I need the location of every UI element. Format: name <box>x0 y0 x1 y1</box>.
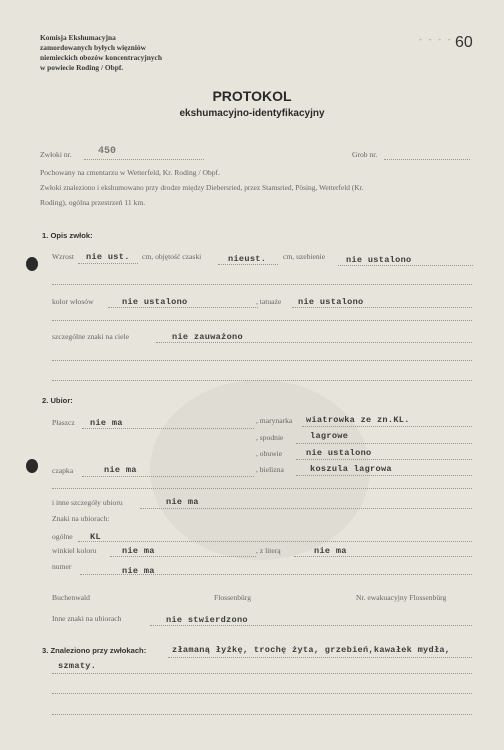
header-line-1: Komisja Ekshumacyjna <box>40 33 116 42</box>
section-2-title: 2. Ubior: <box>42 396 73 405</box>
plaszcz-value: nie ma <box>90 418 123 428</box>
bielizna-label: , bielizna <box>256 465 284 474</box>
buchenwald-label: Buchenwald <box>52 593 90 602</box>
litera-label: , z literą <box>256 546 281 555</box>
ewakuacyjny-label: Nr. ewakuacyjny Flossenbürg <box>356 593 447 602</box>
uzebienie-line <box>338 265 473 266</box>
blank-line <box>52 693 472 694</box>
czaska-value: nieust. <box>228 254 267 264</box>
wzrost-line <box>78 263 138 264</box>
zwloki-value: 450 <box>98 146 117 157</box>
znaleziono-text-2: Roding), ogólna przestrzeń 11 km. <box>40 198 146 207</box>
tatuaze-label: , tatuaże <box>256 297 282 306</box>
kolor-line <box>108 307 258 308</box>
section-1-title: 1. Opis zwłok: <box>42 231 93 240</box>
znaleziono-line-2 <box>52 673 472 674</box>
blank-line <box>52 714 472 715</box>
blank-line <box>52 284 472 285</box>
obuwie-label: , obuwie <box>256 449 283 458</box>
grob-line <box>384 159 470 160</box>
blank-line <box>52 488 472 489</box>
wzrost-label: Wzrost <box>52 252 74 261</box>
ogolne-value: KL <box>90 532 101 542</box>
inne-znaki-label: Inne znaki na ubiorach <box>52 614 122 623</box>
znaleziono-value-2: szmaty. <box>58 661 97 671</box>
czapka-line <box>82 476 254 477</box>
czaska-line <box>218 264 278 265</box>
page-number: 60 <box>455 34 473 51</box>
spodnie-label: , spodnie <box>256 433 284 442</box>
obuwie-line <box>296 459 472 460</box>
inne-szczegoly-value: nie ma <box>166 497 199 507</box>
tatuaze-line <box>292 307 472 308</box>
inne-znaki-line <box>150 625 472 626</box>
document-subtitle: ekshumacyjno-identyfikacyjny <box>179 108 325 119</box>
plaszcz-label: Płaszcz <box>52 418 75 427</box>
punch-hole <box>26 257 38 271</box>
czaska-label: cm, objętość czaski <box>142 252 202 261</box>
obuwie-value: nie ustalono <box>306 448 372 458</box>
header-line-4: w powiecie Roding / Obpf. <box>40 63 124 72</box>
tatuaze-value: nie ustalono <box>298 297 364 307</box>
kolor-label: kolor włosów <box>52 297 94 306</box>
flossenburg-label: Flossenbürg <box>214 593 251 602</box>
ogolne-line <box>78 541 472 542</box>
inne-znaki-value: nie stwierdzono <box>166 615 248 625</box>
marynarka-label: , marynarka <box>256 416 293 425</box>
bielizna-value: koszula lagrowa <box>310 464 392 474</box>
litera-value: nie ma <box>314 546 347 556</box>
znaleziono-text-1: Zwłoki znaleziono i ekshumowano przy drodze między Diebersried, przez Stamsried, Pösing, Wetterfeld (Kr. <box>40 183 364 192</box>
znaki-cialo-line <box>156 342 472 343</box>
header-line-2: zamordowanych byłych więzniów <box>40 43 146 52</box>
winkiel-label: winkiel koloru <box>52 546 97 555</box>
blank-line <box>52 360 472 361</box>
uzebienie-value: nie ustalono <box>346 255 412 265</box>
czapka-value: nie ma <box>104 465 137 475</box>
winkiel-value: nie ma <box>122 546 155 556</box>
inne-szczegoly-label: i inne szczegóły ubioru <box>52 498 123 507</box>
numer-value: nie ma <box>122 566 155 576</box>
document-title: PROTOKOL <box>212 88 292 104</box>
header-line-3: niemieckich obozów koncentracyjnych <box>40 53 162 62</box>
spodnie-value: lagrowe <box>310 431 349 441</box>
litera-line <box>294 556 472 557</box>
winkiel-line <box>110 556 256 557</box>
czapka-label: czapka <box>52 466 74 475</box>
numer-label: numer <box>52 562 72 571</box>
wzrost-value: nie ust. <box>86 252 130 262</box>
pochowany-text: Pochowany na cmentarzu w Wetterfeld, Kr. Roding / Obpf. <box>40 168 220 177</box>
blank-line <box>52 320 472 321</box>
plaszcz-line <box>82 428 254 429</box>
section-3-title: 3. Znaleziono przy zwłokach: <box>42 646 147 655</box>
bielizna-line <box>296 475 472 476</box>
inne-szczegoly-line <box>140 508 472 509</box>
znaki-cialo-label: szczególne znaki na ciele <box>52 332 129 341</box>
spodnie-line <box>296 443 472 444</box>
marynarka-line <box>302 426 472 427</box>
zwloki-line <box>84 159 204 160</box>
grob-label: Grob nr. <box>352 150 378 159</box>
znaleziono-line-1 <box>168 657 472 658</box>
punch-hole <box>26 459 38 473</box>
znaleziono-value-1: złamaną łyżkę, trochę żyta, grzebień,kawałek mydła, <box>172 645 451 655</box>
zwloki-label: Zwłoki nr. <box>40 150 72 159</box>
znaki-ubior-label: Znaki na ubiorach: <box>52 514 110 523</box>
uzebienie-label: cm, uzebienie <box>283 252 326 261</box>
kolor-value: nie ustalono <box>122 297 188 307</box>
znaki-cialo-value: nie zauważono <box>172 332 243 342</box>
ogolne-label: ogólne <box>52 532 73 541</box>
marynarka-value: wiatrowka ze zn.KL. <box>306 415 410 425</box>
page-marks: - - - - <box>418 36 452 45</box>
blank-line <box>52 380 472 381</box>
